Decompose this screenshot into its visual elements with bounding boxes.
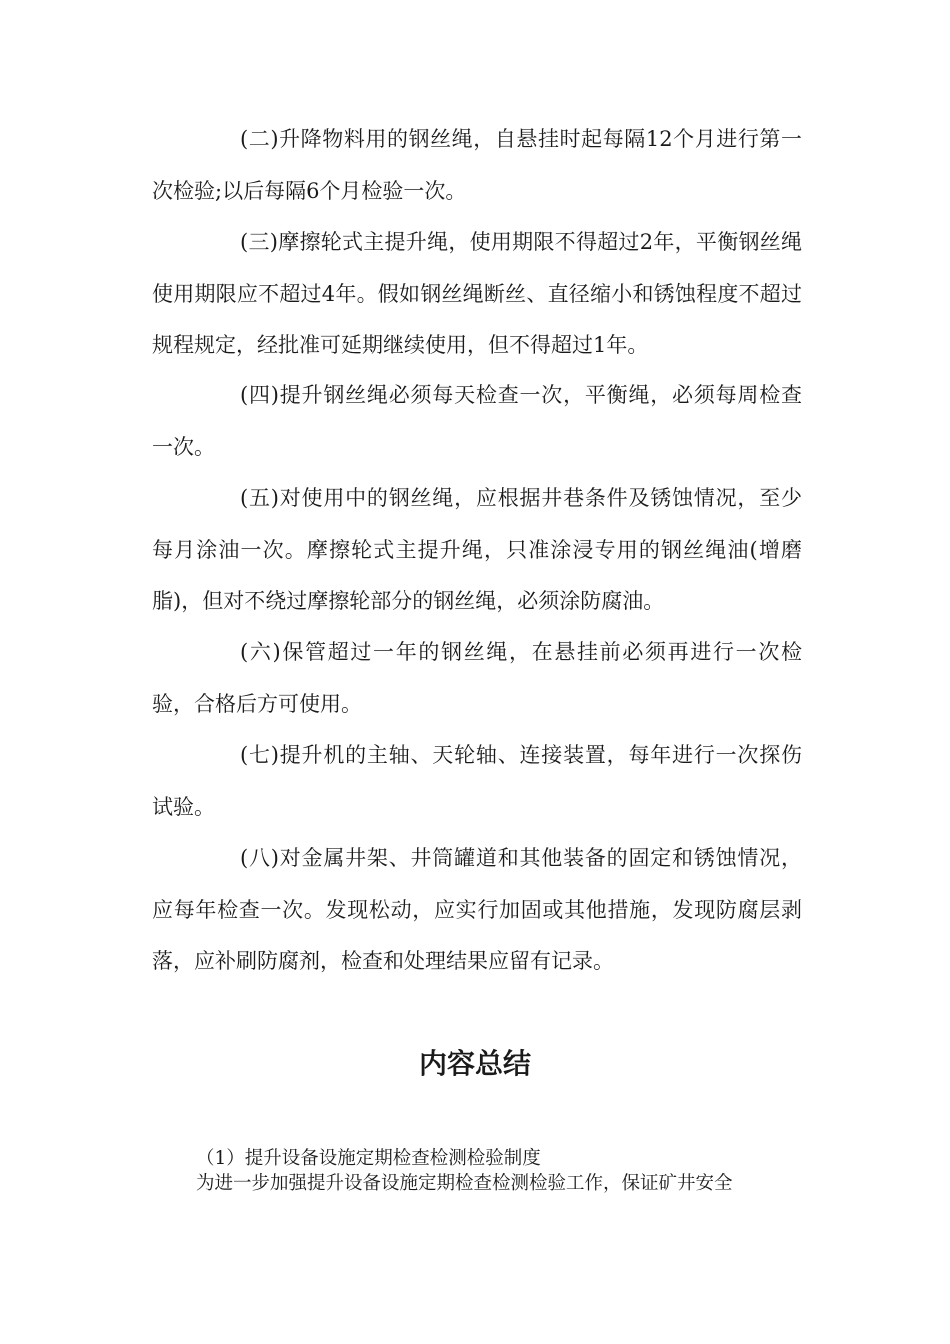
paragraph-5: (五)对使用中的钢丝绳，应根据井巷条件及锈蚀情况，至少每月涂油一次。摩擦轮式主提升绳，只准涂浸专用的钢丝绳油(增磨脂)，但对不绕过摩擦轮部分的钢丝绳，必须涂防腐油。 xyxy=(152,486,802,613)
paragraph-2: (二)升降物料用的钢丝绳，自悬挂时起每隔12个月进行第一次检验;以后每隔6个月检验一次。 xyxy=(152,127,802,203)
paragraph-4: (四)提升钢丝绳必须每天检查一次，平衡绳，必须每周检查一次。 xyxy=(152,383,802,459)
paragraph-3: (三)摩擦轮式主提升绳，使用期限不得超过2年，平衡钢丝绳使用期限应不超过4年。假如钢丝绳断丝、直径缩小和锈蚀程度不超过规程规定，经批准可延期继续使用，但不得超过1年。 xyxy=(152,230,802,357)
paragraph-8: (八)对金属井架、井筒罐道和其他装备的固定和锈蚀情况，应每年检查一次。发现松动，应实行加固或其他措施，发现防腐层剥落，应补刷防腐剂，检查和处理结果应留有记录。 xyxy=(152,846,802,973)
paragraph-7: (七)提升机的主轴、天轮轴、连接装置，每年进行一次探伤试验。 xyxy=(152,743,802,819)
paragraph-6: (六)保管超过一年的钢丝绳，在悬挂前必须再进行一次检验，合格后方可使用。 xyxy=(152,640,802,716)
summary-title: 内容总结 xyxy=(418,1047,531,1080)
summary-text: 为进一步加强提升设备设施定期检查检测检验工作，保证矿井安全 xyxy=(196,1173,733,1194)
summary-heading: （1）提升设备设施定期检查检测检验制度 xyxy=(196,1148,541,1169)
